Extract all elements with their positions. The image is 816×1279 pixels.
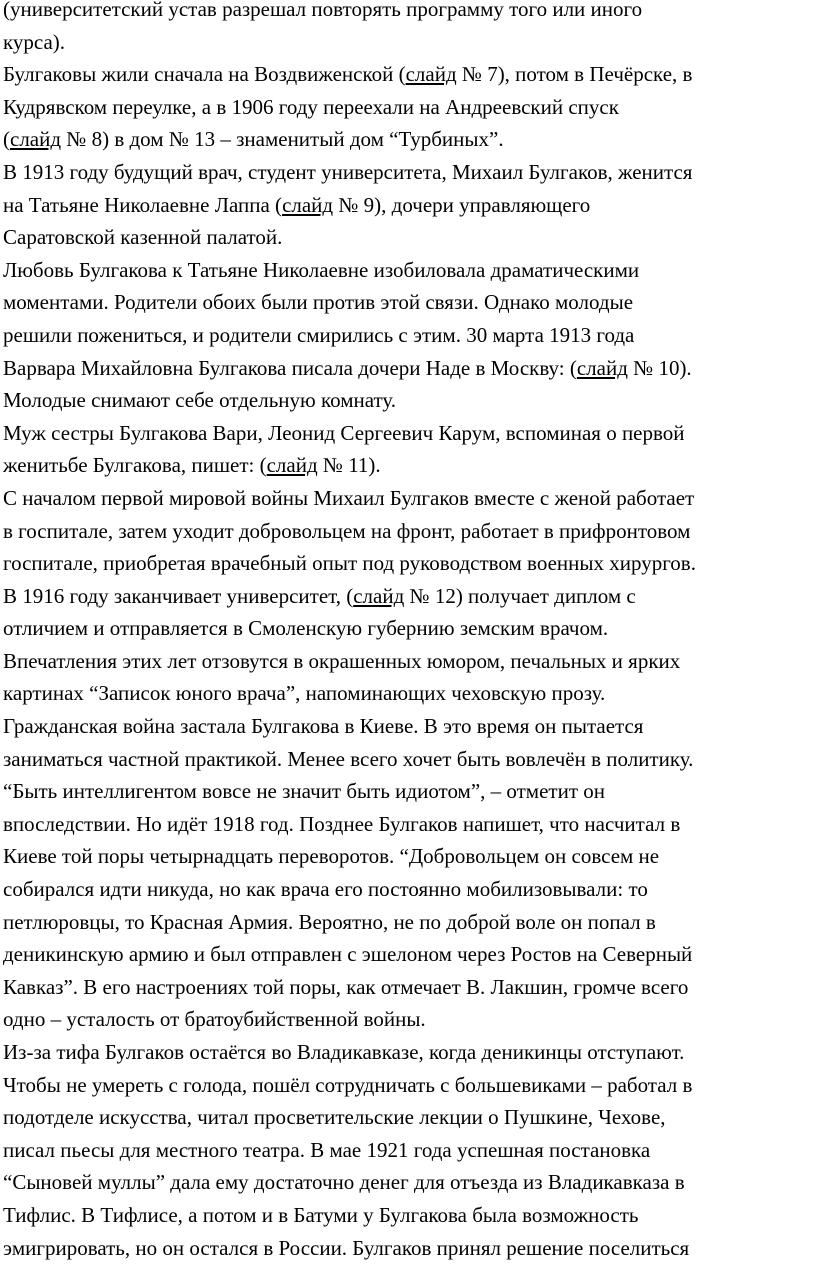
text-segment: Из-за тифа Булгаков остаётся во Владикавказе, когда деникинцы отступают. bbox=[3, 1040, 685, 1064]
text-line bbox=[3, 156, 816, 189]
text-line bbox=[3, 938, 816, 971]
text-segment: № 10). bbox=[627, 355, 692, 380]
text-segment: эмигрировать, но он остался в России. Булгаков принял решение поселиться bbox=[3, 1235, 690, 1260]
text-segment: госпитале, приобретая врачебный опыт под руководством военных хирургов. bbox=[3, 551, 696, 576]
text-segment: картинах “Записок юного врача”, напоминающих чеховскую прозу. bbox=[3, 681, 606, 706]
text-segment: ( bbox=[3, 127, 10, 152]
text-line bbox=[3, 352, 816, 385]
text-line bbox=[3, 1134, 816, 1167]
text-line bbox=[3, 677, 816, 710]
text-segment: петлюровцы, то Красная Армия. Вероятно, не по доброй воле он попал в bbox=[3, 909, 656, 934]
text-segment: курса). bbox=[3, 29, 66, 54]
text-segment: женитьбе Булгакова, пишет: ( bbox=[3, 453, 267, 478]
text-line bbox=[3, 1069, 816, 1102]
text-line bbox=[3, 580, 816, 613]
text-segment: Киеве той поры четырнадцать переворотов. “Добровольцем он совсем не bbox=[3, 844, 660, 869]
text-line bbox=[3, 1036, 816, 1069]
text-segment: собирался идти никуда, но как врача его постоянно мобилизовывали: то bbox=[3, 877, 648, 902]
text-line bbox=[3, 221, 816, 254]
text-line bbox=[3, 254, 816, 287]
text-segment: впоследствии. Но идёт 1918 год. Позднее Булгаков напишет, что насчитал в bbox=[3, 811, 681, 836]
text-segment: подотделе искусства, читал просветительские лекции о Пушкине, Чехове, bbox=[3, 1105, 666, 1130]
document-text bbox=[3, 0, 816, 1264]
text-segment: В 1916 году заканчивает университет, ( bbox=[3, 583, 354, 608]
text-line bbox=[3, 645, 816, 678]
text-segment: Гражданская война застала Булгакова в Киеве. В это время он пытается bbox=[3, 714, 644, 739]
text-line bbox=[3, 26, 816, 59]
text-segment: Кудрявском переулке, а в 1906 году переехали на Андреевский спуск bbox=[3, 94, 619, 119]
text-line bbox=[3, 449, 816, 482]
text-segment: “Сыновей муллы” дала ему достаточно денег для отъезда из Владикавказа в bbox=[3, 1170, 685, 1195]
text-segment: деникинскую армию и был отправлен с эшелоном через Ростов на Северный bbox=[3, 942, 693, 967]
text-line bbox=[3, 286, 816, 319]
text-segment: № 9), дочери управляющего bbox=[333, 192, 591, 217]
text-segment: писал пьесы для местного театра. В мае 1921 года успешная постановка bbox=[3, 1137, 651, 1162]
text-line bbox=[3, 1003, 816, 1036]
text-line bbox=[3, 58, 816, 91]
text-line bbox=[3, 123, 816, 156]
text-segment: № 12) получает диплом с bbox=[404, 583, 636, 608]
text-line bbox=[3, 840, 816, 873]
text-segment: В 1913 году будущий врач, студент университета, Михаил Булгаков, женится bbox=[3, 159, 693, 184]
text-segment: № 11). bbox=[317, 453, 381, 478]
text-line bbox=[3, 91, 816, 124]
text-line bbox=[3, 1166, 816, 1199]
text-segment: на Татьяне Николаевне Лаппа ( bbox=[3, 192, 283, 217]
text-segment: Любовь Булгакова к Татьяне Николаевне изобиловала драматическими bbox=[3, 257, 640, 282]
text-segment: № 7), потом в Печёрске, в bbox=[456, 62, 693, 87]
slide-12-link[interactable]: слайд bbox=[353, 583, 405, 608]
text-line bbox=[3, 710, 816, 743]
slide-10-link[interactable]: слайд bbox=[576, 355, 628, 380]
text-segment: Чтобы не умереть с голода, пошёл сотрудничать с большевиками – работал в bbox=[3, 1072, 693, 1097]
text-segment: заниматься частной практикой. Менее всего хочет быть вовлечён в политику. bbox=[3, 746, 694, 771]
text-line bbox=[3, 906, 816, 939]
text-segment: Тифлис. В Тифлисе, а потом и в Батуми у Булгакова была возможность bbox=[3, 1202, 639, 1227]
text-line bbox=[3, 1101, 816, 1134]
text-segment: Кавказ”. В его настроениях той поры, как отмечает В. Лакшин, громче всего bbox=[3, 974, 689, 999]
text-line bbox=[3, 612, 816, 645]
text-segment: решили пожениться, и родители смирились с этим. 30 марта 1913 года bbox=[3, 322, 635, 347]
text-segment: Варвара Михайловна Булгакова писала дочери Наде в Москву: ( bbox=[3, 355, 577, 380]
text-line bbox=[3, 971, 816, 1004]
text-line bbox=[3, 0, 816, 26]
text-segment: Муж сестры Булгакова Вари, Леонид Сергеевич Карум, вспоминая о первой bbox=[3, 420, 685, 445]
text-segment: одно – усталость от братоубийственной войны. bbox=[3, 1007, 426, 1032]
text-segment: (университетский устав разрешал повторять программу того или иного bbox=[3, 0, 643, 21]
slide-11-link[interactable]: слайд bbox=[266, 453, 318, 478]
text-segment: отличием и отправляется в Смоленскую губернию земским врачом. bbox=[3, 616, 609, 641]
text-line bbox=[3, 384, 816, 417]
text-line bbox=[3, 1199, 816, 1232]
slide-8-link[interactable]: слайд bbox=[10, 127, 62, 152]
text-line bbox=[3, 515, 816, 548]
text-segment: Саратовской казенной палатой. bbox=[3, 225, 283, 250]
slide-7-link[interactable]: слайд bbox=[405, 62, 457, 87]
text-segment: Молодые снимают себе отдельную комнату. bbox=[3, 388, 397, 413]
slide-9-link[interactable]: слайд bbox=[282, 192, 334, 217]
text-segment: Булгаковы жили сначала на Воздвиженской ( bbox=[3, 62, 406, 87]
text-line bbox=[3, 743, 816, 776]
text-segment: С началом первой мировой войны Михаил Булгаков вместе с женой работает bbox=[3, 485, 695, 510]
text-line bbox=[3, 808, 816, 841]
text-segment: в госпитале, затем уходит добровольцем на фронт, работает в прифронтовом bbox=[3, 518, 691, 543]
text-line bbox=[3, 547, 816, 580]
text-segment: № 8) в дом № 13 – знаменитый дом “Турбиных”. bbox=[61, 127, 504, 152]
text-segment: “Быть интеллигентом вовсе не значит быть идиотом”, – отметит он bbox=[3, 779, 605, 804]
text-line bbox=[3, 189, 816, 222]
text-line bbox=[3, 1232, 816, 1265]
text-line bbox=[3, 319, 816, 352]
text-line bbox=[3, 417, 816, 450]
text-line bbox=[3, 873, 816, 906]
text-segment: Впечатления этих лет отзовутся в окрашенных юмором, печальных и ярких bbox=[3, 648, 681, 673]
text-segment: моментами. Родители обоих были против этой связи. Однако молодые bbox=[3, 290, 634, 315]
text-line bbox=[3, 775, 816, 808]
text-line bbox=[3, 482, 816, 515]
